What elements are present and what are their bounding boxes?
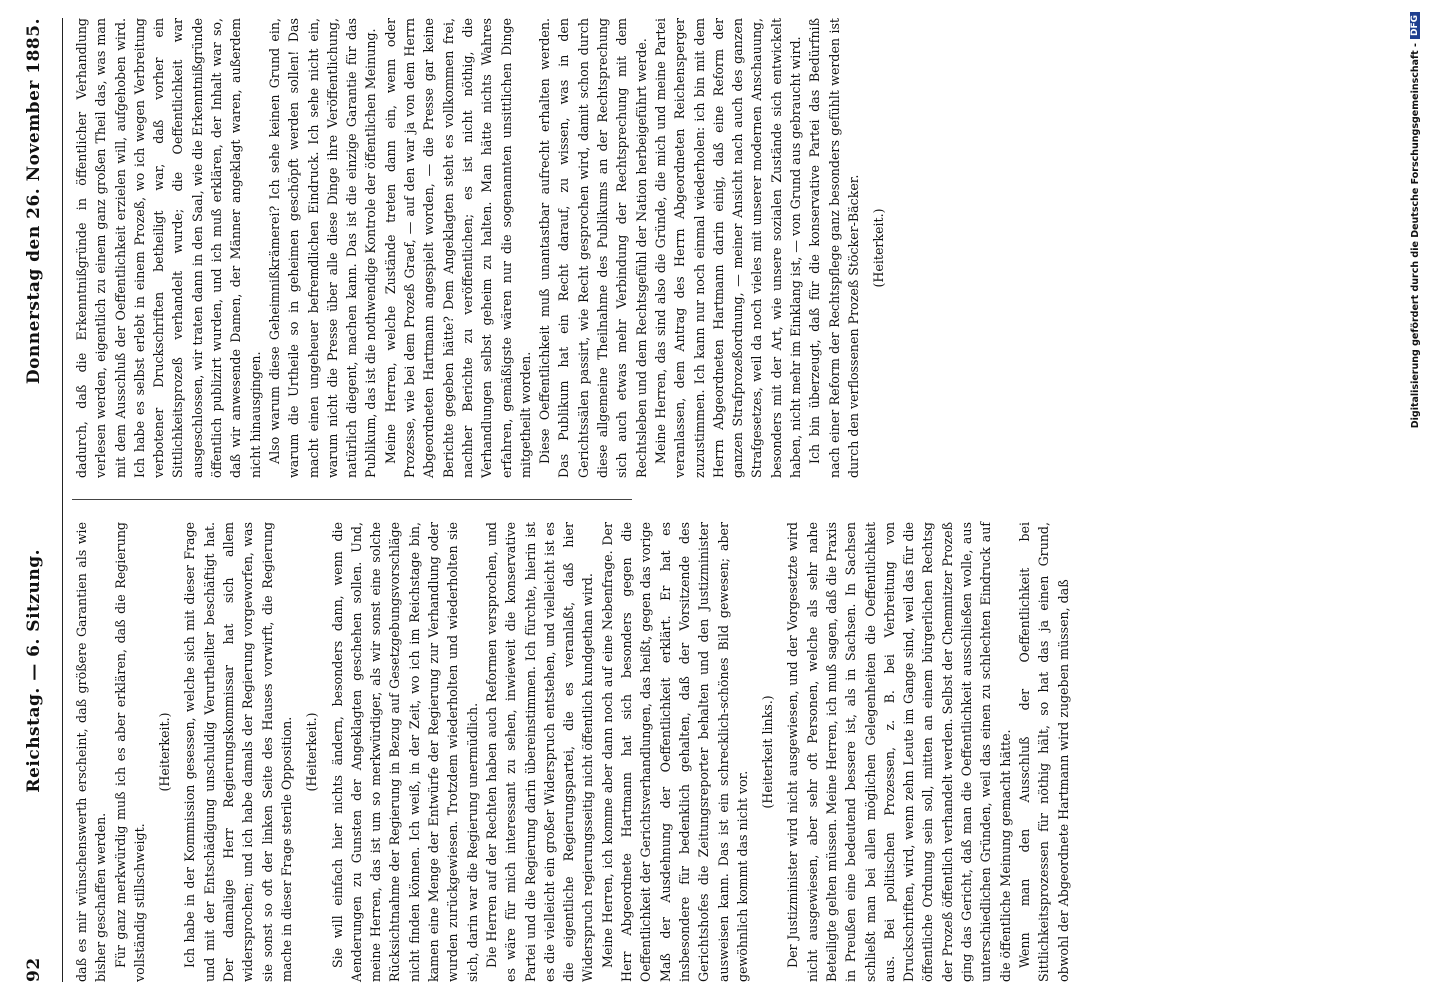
paragraph: Diese Oeffentlichkeit muß unantastbar aufrecht erhalten werden. Das Publikum hat ein Recht darauf, zu wissen, was in den Gerichtssälen passirt, wie Recht gesprochen wird, damit schon durch diese allgemeine Theilnahme des Publikums an der Rechtsprechung sich auch etwas mehr Verbindung der Rechtsprechung mit dem Rechtsleben und dem Rechtsgefühl der Nation herbeigeführt werde. (537, 18, 649, 478)
paragraph: Also warum diese Geheimnißkrämerei? Ich sehe keinen Grund ein, warum die Urtheile so in geheimen geschöpft werden sollen! Das macht einen ungeheuer befremdlichen Eindruck. Ich sehe nicht ein, warum nicht die Presse über alle diese Dinge ihre Veröffentlichung, natürlich diegent, machen kann. Das ist die einzige Garantie für das Publikum, das ist die nothwendige Kontrole der öffentlichen Meinung. (266, 18, 379, 478)
paragraph: Ich habe in der Kommission gesessen, welche sich mit dieser Frage und mit der Entschädigung unschuldig Verurtheilter beschäftigt hat. Der damalige Herr Regierungskommissar hat sich allem widersprochen; und ich habe damals der Regierung vorgeworfen, was sie sonst so oft der linken Seite des Hauses vorwirft, die Regierung mache in dieser Frage sterile Opposition. (182, 522, 294, 982)
paragraph: dadurch, daß die Erkenntnißgründe in öffentlicher Verhandlung verlesen werden, eigentlich zu einem ganz großen Theil das, was man mit dem Ausschluß der Oeffentlichkeit erzielen will, aufgehoben wird. Ich habe es selbst erlebt in einem Prozeß, wo ich wegen Verbreitung verbotener Druckschriften betheiligt war, daß vorher ein Sittlichkeitsprozeß verhandelt wurde; die Oeffentlichkeit war ausgeschlossen, wir traten dann in den Saal, wie die Erkenntnißgründe öffentlich publizirt wurden, und ich muß erklären, der Inhalt war so, daß wir anwesende Damen, der Männer angeklagt waren, außerdem nicht hinausgingen. (74, 18, 263, 478)
page-number: 92 (24, 957, 44, 982)
right-column (72, 18, 887, 478)
digitization-note: Digitalisierung gefördert durch die Deutsche Forschungsgemeinschaft - (1409, 43, 1421, 429)
paragraph: Für ganz merkwürdig muß ich es aber erklären, daß die Regierung vollständig stillschweigt. (112, 522, 147, 982)
paragraph: Der Justizminister wird nicht ausgewiesen, und der Vorgesetzte wird nicht ausgewiesen, aber sehr oft Personen, welche als sehr nahe Beteiligte gelten müssen. Meine Herren, ich muß sagen, daß die Praxis in Preußen eine bedeutend bessere ist, als in Sachsen. In Sachsen schließt man bei allen möglichen Gelegenheiten die Oeffentlichkeit aus. Bei politischen Prozessen, z. B. bei Verbreitung von Druckschriften, wird, wenn zehn Leute im Gange sind, weil das für die öffentliche Ordnung sein soll, mitten an einem bürgerlichen Rechtsg der Prozeß öffentlich verhandelt werden. Selbst der Chemnitzer Prozeß ging das Gericht, daß man die Oeffentlichkeit ausschließen wolle, aus unterschiedlichen Gründen, weil das einen zu schlechten Eindruck auf die öffentliche Meinung gemacht hätte. (785, 522, 1013, 982)
running-head (18, 18, 50, 982)
column-divider (72, 499, 632, 500)
left-column (72, 522, 1071, 982)
reaction-note: (Heiterkeit links.) (760, 695, 776, 809)
reaction-note: (Heiterkeit.) (157, 712, 173, 792)
paragraph: Die Herren auf der Rechten haben auch Reformen versprochen, und es wäre für mich interessant zu sehen, inwieweit die konservative Partei und die Regierung darin übereinstimmen. Ich fürchte, hierin ist es die vielleicht ein großer Widerspruch entstehen, und vielleicht ist es die eigentliche Regierungspartei, die es veranlaßt, daß hier Widerspruch regierungsseitig nicht öffentlich kundgethan wird. (483, 522, 596, 982)
reaction-note: (Heiterkeit.) (871, 208, 887, 288)
paragraph: Ich bin überzeugt, daß für die konservative Partei das Bedürfniß nach einer Reform der Rechtspflege ganz besonders gefühlt werden ist durch den verflossenen Prozeß Stöcker-Bäcker. (807, 18, 861, 478)
paragraph: Wenn man den Ausschluß der Oeffentlichkeit bei Sittlichkeitsprozessen für nöthig hält, so hat das ja einen Grund, obwohl der Abgeordnete Hartmann wird zugeben müssen, daß (1016, 522, 1071, 982)
header-left-title: Reichstag. — 6. Sitzung. (24, 548, 44, 793)
dfg-logo: DFG (1410, 12, 1420, 39)
paragraph: daß es mir wünschenswerth erscheint, daß größere Garantien als wie bisher geschaffen werden. (74, 522, 109, 982)
paragraph: Meine Herren, welche Zustände treten dann ein, wenn oder Prozesse, wie bei dem Prozeß Graef, — auf den war ja von dem Herrn Abgeordneten Hartmann angespielt worden, — die Presse gar keine Berichte gegeben hätte? Dem Angeklagten steht es vollkommen frei, nachher Berichte zu veröffentlichen; es ist nicht nöthig, die Verhandlungen selbst geheim zu halten. Man hätte nichts Wahres erfahren, gemäßigste wären nur die sogenannten unsittlichen Dinge mitgetheilt worden. (382, 18, 533, 478)
digitization-footer (1400, 0, 1430, 1000)
paragraph: Sie will einfach hier nichts ändern, besonders dann, wenn die Aenderungen zu Gunsten der Angeklagten geschehen sollen. Und, meine Herren, das ist um so merkwürdiger, als wir sonst eine solche Rücksichtnahme der Regierung in Bezug auf Gesetzgebungsvorschläge nicht finden können. Ich weiß, in der Zeit, wo ich im Reichstage bin, kamen eine Menge der Entwürfe der Regierung zur Verhandlung oder wurden zurückgewiesen. Trotzdem wiederholten und wiederholten sie sich, darin war die Regierung unermüdlich. (329, 522, 480, 982)
header-rule (62, 18, 63, 982)
reaction-note: (Heiterkeit.) (304, 712, 320, 792)
paragraph: Meine Herren, das sind also die Gründe, die mich und meine Partei veranlassen, dem Antrag des Herrn Abgeordneten Reichensperger zuzustimmen. Ich kann nur noch einmal wiederholen: ich bin mit dem Herrn Abgeordneten Hartmann darin einig, daß eine Reform der ganzen Strafprozeßordnung, — meiner Ansicht nach auch des ganzen Strafgesetzes, weil da noch vieles mit unserer modernen Anschauung, besonders mit der Art, wie unsere sozialen Zustände sich entwickelt haben, nicht mehr im Einklang ist, — von Grund aus gebraucht wird. (652, 18, 803, 478)
header-date: Donnerstag den 26. November 1885. (24, 18, 44, 385)
paragraph: Meine Herren, ich komme aber dann noch auf eine Nebenfrage. Der Herr Abgeordnete Hartmann hat sich besonders gegen die Oeffentlichkeit der Gerichtsverhandlungen, das heißt, gegen das vorige Maß der Ausdehnung der Oeffentlichkeit erklärt. Er hat es insbesondere für bedenklich gehalten, daß der Vorsitzende des Gerichtshofes die Zeitungsreporter behalten und den Justizminister ausweisen kann. Das ist ein schrecklich-schönes Bild gewesen; aber gewöhnlich kommt das nicht vor. (599, 522, 750, 982)
